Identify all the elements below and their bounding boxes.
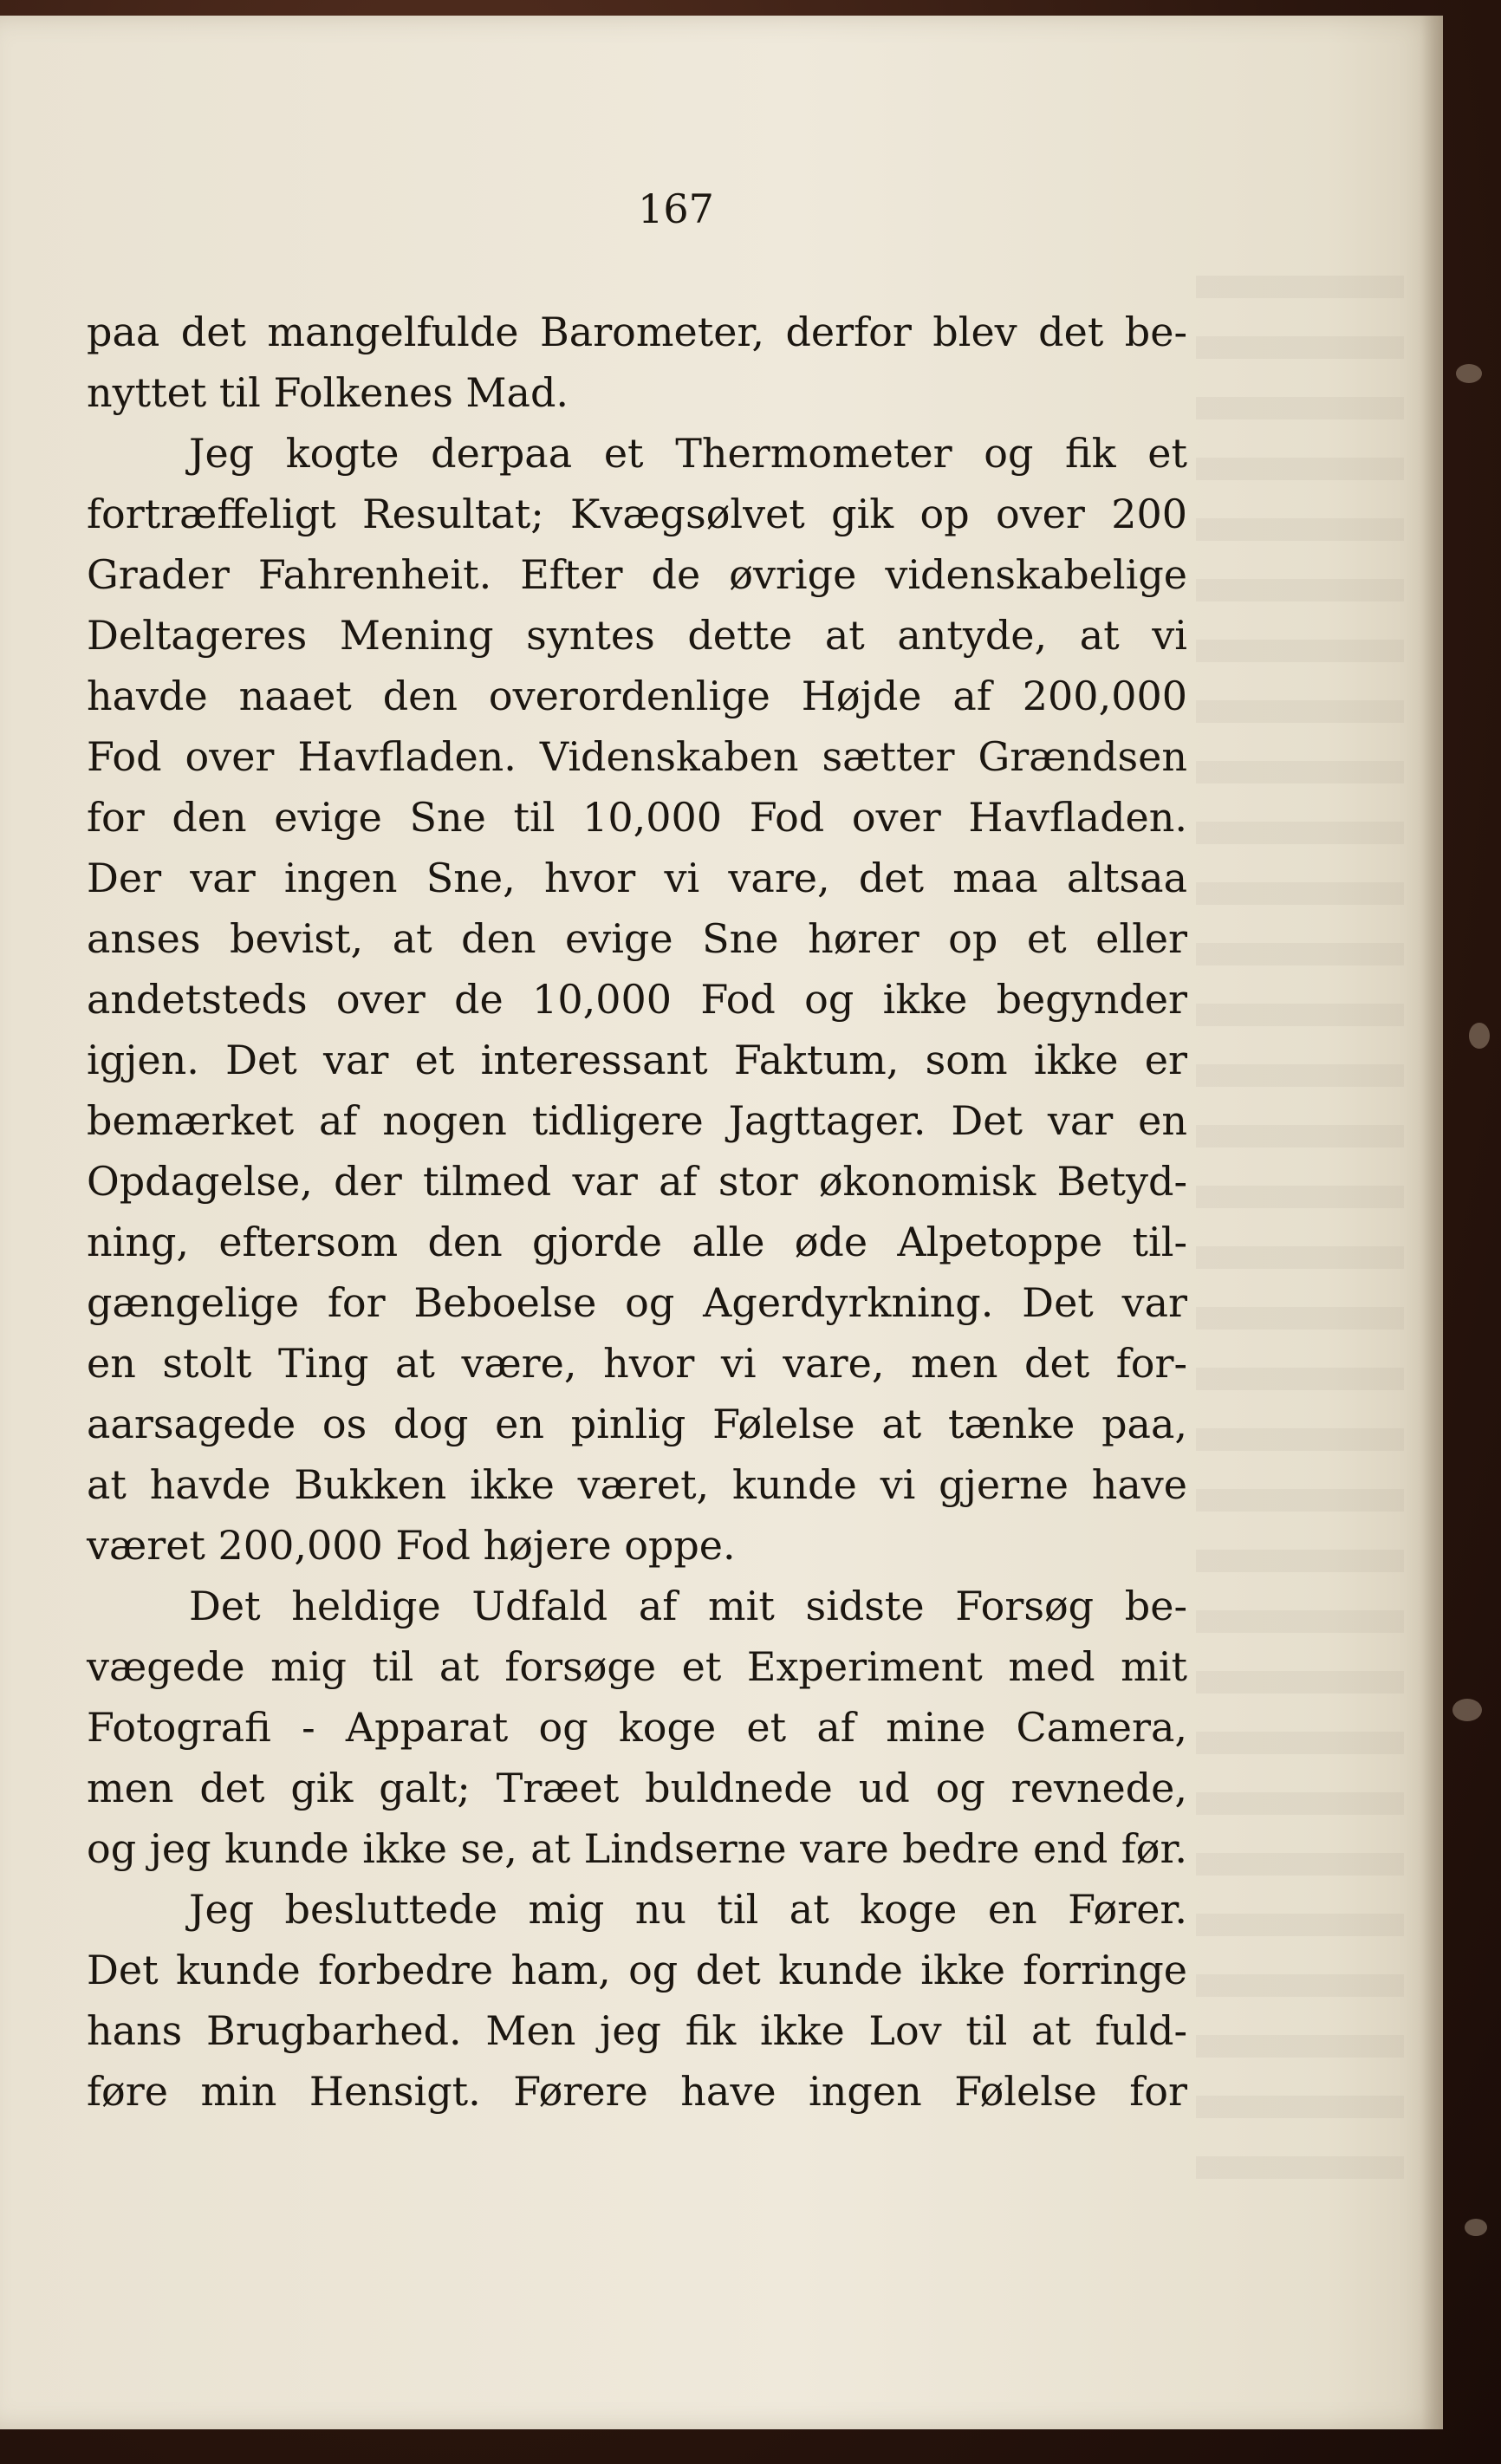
- text-line: igjen. Det var et interessant Faktum, som ikke er: [87, 1037, 1187, 1083]
- text-line: fortræffeligt Resultat; Kvægsølvet gik op over 200: [87, 491, 1187, 537]
- text-line: vægede mig til at forsøge et Experiment med mit: [87, 1643, 1187, 1690]
- text-line: bemærket af nogen tidligere Jagttager. Det var en: [87, 1097, 1187, 1144]
- text-line: men det gik galt; Træet buldnede ud og revnede,: [87, 1765, 1187, 1811]
- text-line: hans Brugbarhed. Men jeg fik ikke Lov til at fuld-: [87, 2007, 1187, 2054]
- text-line: en stolt Ting at være, hvor vi vare, men det for-: [87, 1340, 1187, 1387]
- page-edge-shadow: [1421, 16, 1443, 2429]
- marbled-cover-spot: [1469, 1023, 1490, 1049]
- text-line: Jeg kogte derpaa et Thermometer og fik et: [189, 430, 1187, 477]
- text-line: Opdagelse, der tilmed var af stor økonomisk Betyd-: [87, 1158, 1187, 1205]
- text-line: nyttet til Folkenes Mad.: [87, 369, 569, 416]
- text-line: at havde Bukken ikke været, kunde vi gjerne have: [87, 1461, 1187, 1508]
- text-line: aarsagede os dog en pinlig Følelse at tænke paa,: [87, 1401, 1187, 1447]
- text-line: havde naaet den overordenlige Højde af 200,000: [87, 673, 1187, 719]
- text-line: Der var ingen Sne, hvor vi vare, det maa altsaa: [87, 855, 1187, 901]
- text-line: andetsteds over de 10,000 Fod og ikke begynder: [87, 976, 1187, 1023]
- text-line: Det heldige Udfald af mit sidste Forsøg be-: [189, 1583, 1187, 1629]
- marbled-cover-spot: [1452, 1699, 1482, 1721]
- marbled-cover-spot: [1465, 2219, 1487, 2236]
- show-through-text: [1196, 276, 1404, 2182]
- text-line: Fotografi - Apparat og koge et af mine Camera,: [87, 1704, 1187, 1751]
- text-line: Deltageres Mening syntes dette at antyde, at vi: [87, 612, 1187, 659]
- body-text: [87, 302, 1187, 2122]
- text-line: føre min Hensigt. Førere have ingen Følelse for: [87, 2068, 1187, 2115]
- text-line: Jeg besluttede mig nu til at koge en Fører.: [189, 1886, 1187, 1933]
- marbled-cover-spot: [1456, 364, 1482, 383]
- paper-page: [0, 16, 1443, 2429]
- page-number: 167: [638, 185, 714, 232]
- text-line: været 200,000 Fod højere oppe.: [87, 1522, 736, 1569]
- text-line: Fod over Havfladen. Videnskaben sætter Grændsen: [87, 733, 1187, 780]
- text-line: anses bevist, at den evige Sne hører op et eller: [87, 915, 1187, 962]
- text-line: paa det mangelfulde Barometer, derfor blev det be-: [87, 309, 1187, 355]
- text-line: Det kunde forbedre ham, og det kunde ikke forringe: [87, 1947, 1187, 1993]
- text-line: gængelige for Beboelse og Agerdyrkning. Det var: [87, 1279, 1187, 1326]
- text-line: og jeg kunde ikke se, at Lindserne vare bedre end før.: [87, 1825, 1187, 1872]
- text-line: ning, eftersom den gjorde alle øde Alpetoppe til-: [87, 1219, 1187, 1265]
- text-line: Grader Fahrenheit. Efter de øvrige videnskabelige: [87, 551, 1187, 598]
- text-line: for den evige Sne til 10,000 Fod over Havfladen.: [87, 794, 1187, 841]
